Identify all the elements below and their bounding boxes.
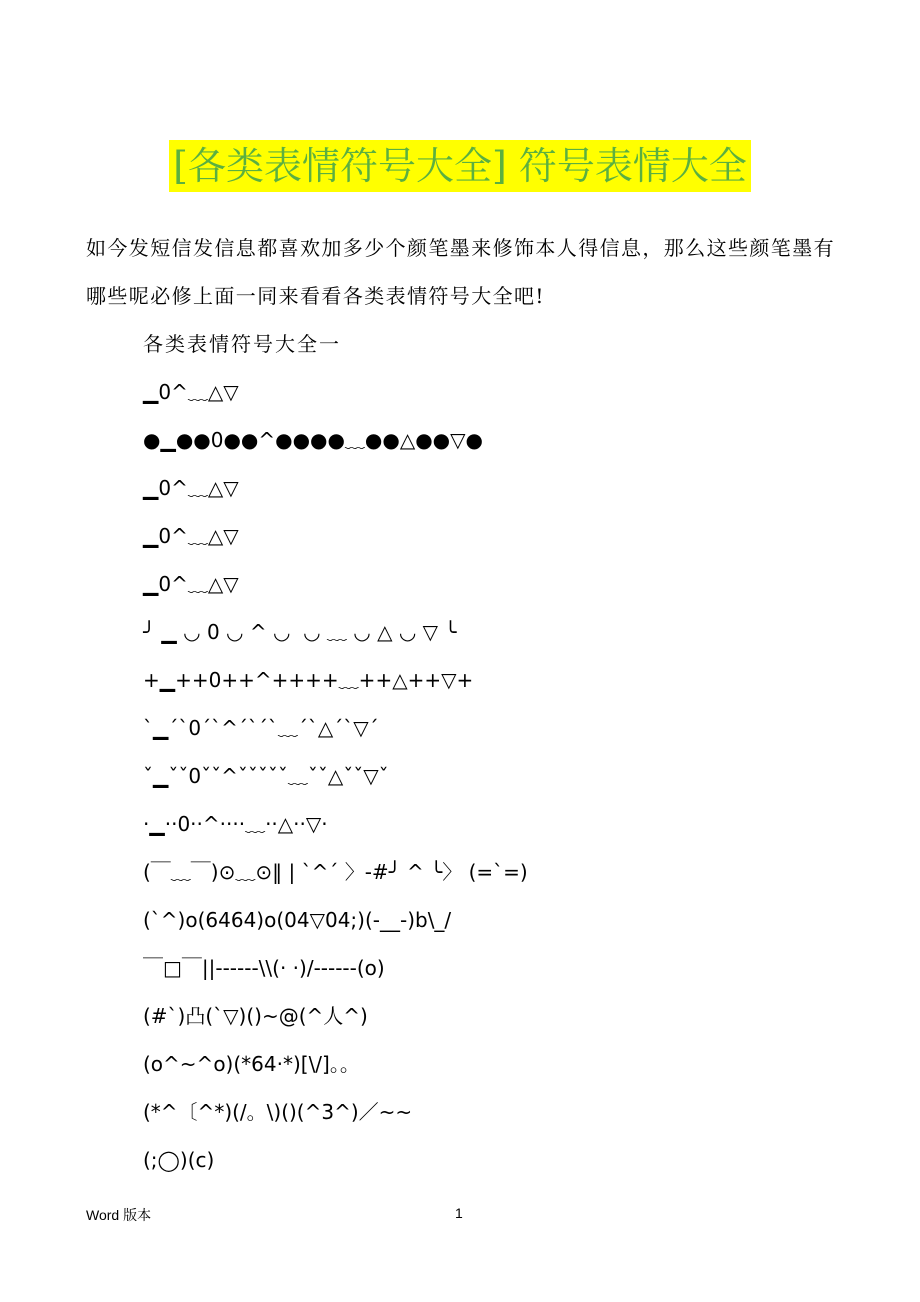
page-number: 1: [455, 1205, 463, 1221]
emoticon-line: (*^〔^*)(/。\)()(^3^)／~~: [143, 1100, 413, 1124]
emoticon-line: (o^~^o)(*64·*)[\/]。。: [143, 1052, 360, 1076]
emoticon-line: ╯ ▁ ◡ 0 ◡ ^ ◡ ◡ ﹏ ◡ △ ◡ ▽ ╰: [143, 620, 457, 644]
emoticon-line: ●▁●●0●●^●●●●﹏●●△●●▽●: [143, 428, 483, 452]
emoticon-line: (￣﹏￣)⊙﹏⊙‖ | `^´ 〉-#╯ ^ ╰〉 (=`=): [143, 860, 528, 884]
emoticon-list: [143, 320, 843, 1184]
emoticon-line: ￣□￣||------\\(· ·)/------(o): [143, 956, 385, 980]
emoticon-line: (;◯)(c): [143, 1148, 215, 1172]
emoticon-line: ·▁··0··^····﹏··△··▽·: [143, 812, 328, 836]
emoticon-line: ▁0^﹏△▽: [143, 476, 239, 500]
page-title: [各类表情符号大全] 符号表情大全: [169, 140, 751, 192]
emoticon-line: ˇ▁ˇˇ0ˇˇ^ˇˇˇˇˇ﹏ˇˇ△ˇˇ▽ˇ: [143, 764, 389, 788]
footer-label: Word 版本: [86, 1207, 152, 1223]
emoticon-line: ▁0^﹏△▽: [143, 572, 239, 596]
title-container: [0, 140, 920, 192]
intro-paragraph: 如今发短信发信息都喜欢加多少个颜笔墨来修饰本人得信息，那么这些颜笔墨有哪些呢必修上面一同来看看各类表情符号大全吧!: [86, 236, 835, 308]
emoticon-line: (`^)o(6464)o(04▽04;)(-__-)b\_/: [143, 908, 452, 932]
emoticon-line: ▁0^﹏△▽: [143, 524, 239, 548]
section-heading: 各类表情符号大全一: [143, 332, 341, 356]
emoticon-line: (#`)凸(`▽)()~@(^人^): [143, 1004, 368, 1028]
emoticon-line: +▁++0++^++++﹏++△++▽+: [143, 668, 474, 692]
emoticon-line: `▁´`0´`^´`´`﹏´`△´`▽´: [143, 716, 379, 740]
emoticon-line: ▁0^﹏△▽: [143, 380, 239, 404]
